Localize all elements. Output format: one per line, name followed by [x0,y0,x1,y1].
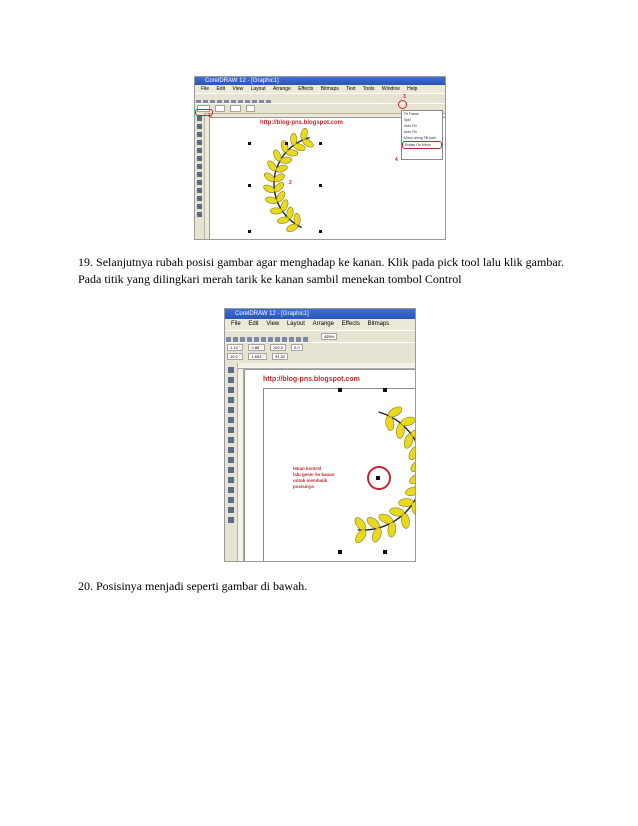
y-position-field[interactable]: 10.0 " [227,353,243,360]
menu-edit[interactable]: Edit [248,321,259,327]
note-line: posisinya [293,484,314,489]
laurel-leaf [385,415,395,431]
selection-handle[interactable] [383,388,387,392]
rectangle-tool-icon[interactable] [228,427,234,433]
menu-file[interactable]: File [201,86,210,92]
laurel-leaf [408,471,416,485]
menu-help[interactable]: Help [407,86,418,92]
polygon-tool-icon[interactable] [197,172,202,177]
rotate-button-highlight [398,100,407,109]
menu-effects[interactable]: Effects [341,321,360,327]
window-title: CorelDRAW 12 - [Graphic1] [235,311,309,317]
interactive-tool-icon[interactable] [197,212,202,217]
outline-tool-icon[interactable] [228,497,234,503]
selection-handle[interactable] [248,142,251,145]
polygon-tool-icon[interactable] [228,447,234,453]
middle-left-handle[interactable] [376,476,380,480]
menu-bitmaps[interactable]: Bitmaps [367,321,390,327]
menu-effects[interactable]: Effects [298,86,314,92]
selection-handle[interactable] [319,230,322,233]
text-tool-icon[interactable] [197,180,202,185]
fill-tool-icon[interactable] [197,188,202,193]
marker-label-3: 3 [403,94,406,100]
shape-tool-icon[interactable] [228,377,234,383]
instruction-note [293,466,335,490]
window-titlebar [195,77,445,85]
eyedropper-tool-icon[interactable] [228,487,234,493]
shape-tool-icon[interactable] [197,124,202,129]
scale-field[interactable] [246,105,255,112]
screenshot-coreldraw-step19 [224,308,416,562]
popup-item[interactable]: Fit Frame [404,112,419,116]
menu-text[interactable]: Text [346,86,356,92]
menu-file[interactable]: File [231,321,241,327]
mirror-options-popup [401,110,443,160]
selection-handle[interactable] [248,184,251,187]
crop-tool-icon[interactable] [197,132,202,137]
smart-fill-tool-icon[interactable] [228,417,234,423]
marker-label-1: 1. [208,113,213,119]
basic-shapes-tool-icon[interactable] [228,457,234,463]
zoom-tool-icon[interactable] [228,397,234,403]
rotation-field[interactable]: 0.0 [291,344,303,351]
height-field[interactable]: 1.653 " [248,353,267,360]
menu-tools[interactable]: Tools [362,86,375,92]
menu-layout[interactable]: Layout [286,321,305,327]
position-field[interactable] [215,105,225,112]
menu-window[interactable]: Window [381,86,400,92]
popup-item[interactable]: Auto Fill [404,130,417,134]
instruction-step-19: 19. Selanjutnya rubah posisi gambar agar menghadap ke kanan. Klik pada pick tool lalu klik gambar. Pada titik yang dilingkari merah tarik ke kanan sambil menekan tombol Control [78,255,564,286]
window-title: CorelDRAW 12 - [Graphic1] [205,78,279,84]
width-field[interactable]: 0.88 " [248,344,264,351]
menu-bar [225,319,415,329]
selection-handle[interactable] [319,142,322,145]
size-field[interactable] [230,105,240,112]
instruction-step-20: 20. Posisinya menjadi seperti gambar di bawah. [78,579,308,593]
laurel-leaf [270,208,282,215]
menu-edit[interactable]: Edit [216,86,226,92]
zoom-level[interactable]: 455% [321,333,337,340]
menu-view[interactable]: View [232,86,244,92]
property-bar [225,342,415,364]
laurel-leaf [404,485,416,497]
ellipse-tool-icon[interactable] [197,164,202,169]
marker-label-4: 4 [395,157,398,163]
note-line: untuk membalik [293,478,328,483]
freehand-tool-icon[interactable] [197,148,202,153]
fill-tool-icon[interactable] [228,507,234,513]
selection-handle[interactable] [338,388,342,392]
freehand-tool-icon[interactable] [228,407,234,413]
selection-handle[interactable] [338,550,342,554]
menu-arrange[interactable]: Arrange [312,321,334,327]
text-tool-icon[interactable] [228,467,234,473]
popup-item[interactable]: Mirror along Fill path [404,136,436,140]
popup-item[interactable]: Rotate On Mirror [402,141,442,149]
x-position-field[interactable]: 1.13 " [227,344,243,351]
screenshot-coreldraw-step18 [194,76,446,240]
selection-handle[interactable] [383,550,387,554]
selection-handle[interactable] [285,142,288,145]
pick-tool-icon[interactable] [228,367,234,373]
window-titlebar [225,309,415,319]
crop-tool-icon[interactable] [228,387,234,393]
interactive-blend-tool-icon[interactable] [228,477,234,483]
selection-handle[interactable] [248,230,251,233]
zoom-tool-icon[interactable] [197,140,202,145]
interactive-fill-tool-icon[interactable] [228,517,234,523]
pick-tool-icon[interactable] [197,116,202,121]
menu-arrange[interactable]: Arrange [273,86,291,92]
selection-handle[interactable] [319,184,322,187]
drawing-canvas[interactable] [244,369,415,561]
note-line: lalu geser ke kanan [293,472,335,477]
popup-item[interactable]: Auto Fill [404,124,417,128]
rectangle-tool-icon[interactable] [197,156,202,161]
ellipse-tool-icon[interactable] [228,437,234,443]
menu-layout[interactable]: Layout [250,86,266,92]
note-line: tekan kontrol [293,466,322,471]
laurel-leaf [409,458,416,474]
toolbox [195,113,205,239]
outline-tool-icon[interactable] [197,196,202,201]
laurel-leaf [290,133,297,145]
menu-view[interactable]: View [266,321,280,327]
blog-url-text: http://blog-pns.blogspot.com [263,376,360,383]
eyedropper-tool-icon[interactable] [197,204,202,209]
marker-label-2: 2 [289,180,292,186]
popup-item[interactable]: Split [404,118,411,122]
scale-x-field[interactable]: 100.0 [270,344,286,351]
menu-bitmaps[interactable]: Bitmaps [320,86,339,92]
menu-bar [195,85,445,93]
scale-y-field[interactable]: 91.32 [272,353,288,360]
toolbox [225,363,238,561]
blog-url-text: http://blog-pns.blogspot.com [260,120,343,126]
laurel-leaf [275,164,288,174]
